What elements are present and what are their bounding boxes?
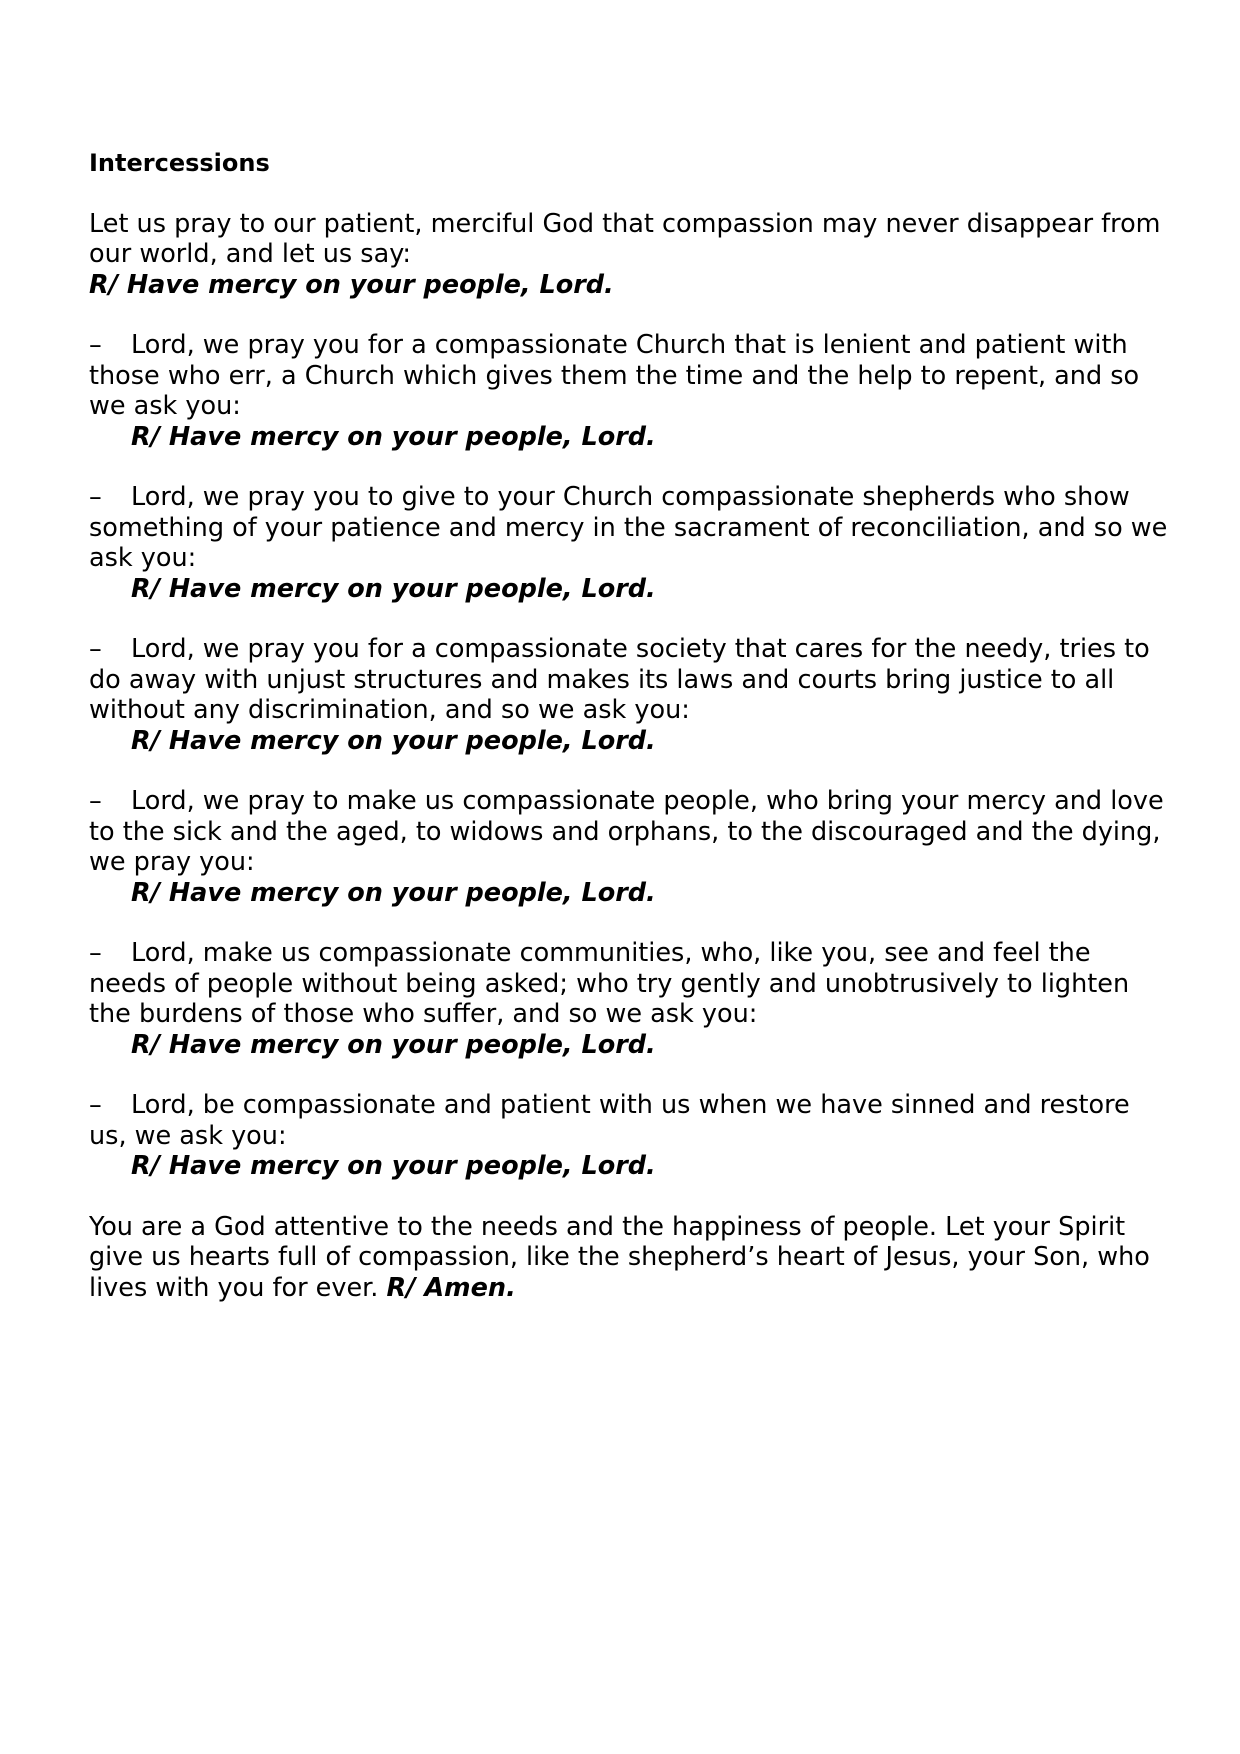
closing-text: You are a God attentive to the needs and the happiness of people. Let your Spirit give us hearts full of compassion, like the shepherd’s heart of Jesus, your Son, who lives with you for ever. [89,1211,1150,1303]
petition-text [89,330,1169,422]
petition-text [89,786,1169,878]
petition-body: Lord, make us compassionate communities, who, like you, see and feel the needs of people without being asked; who try gently and unobtrusively to lighten the burdens of those who suffer, and so we ask you: [89,938,1130,1029]
petition-response: R/ Have mercy on your people, Lord. [131,1029,656,1060]
petition-dash: – [89,482,102,512]
petition-text [89,1090,1169,1151]
petition-body: Lord, we pray you to give to your Church compassionate shepherds who show something of your patience and mercy in the sacrament of reconciliation, and so we ask you: [89,482,1168,573]
closing-response: R/ Amen. [386,1272,516,1303]
petition-response: R/ Have mercy on your people, Lord. [131,421,656,452]
petition-6 [89,1090,1169,1182]
petition-response: R/ Have mercy on your people, Lord. [131,573,656,604]
petition-response: R/ Have mercy on your people, Lord. [131,1151,656,1181]
petition-response: R/ Have mercy on your people, Lord. [131,725,656,756]
closing-paragraph [89,1212,1169,1304]
document-title: Intercessions [89,149,270,177]
petition-dash: – [89,1090,102,1120]
petition-text [89,938,1169,1030]
petition-5 [89,938,1169,1060]
petition-2 [89,482,1169,604]
intro-paragraph [89,209,1169,301]
petition-1 [89,330,1169,452]
petition-body: Lord, we pray you for a compassionate Church that is lenient and patient with those who err, a Church which gives them the time and the help to repent, and so we ask you: [89,330,1140,421]
petition-4 [89,786,1169,908]
petition-dash: – [89,330,102,360]
petition-text [89,634,1169,726]
petition-dash: – [89,786,102,816]
petition-body: Lord, we pray you for a compassionate society that cares for the needy, tries to do away with unjust structures and makes its laws and courts bring justice to all without any discrimination, and so we ask you: [89,634,1150,725]
petition-3 [89,634,1169,756]
document-page [89,148,1169,1333]
petition-body: Lord, we pray to make us compassionate people, who bring your mercy and love to the sick and the aged, to widows and orphans, to the discouraged and the dying, we pray you: [89,786,1164,877]
petition-body: Lord, be compassionate and patient with us when we have sinned and restore us, we ask you: [89,1090,1130,1151]
intro-response: R/ Have mercy on your people, Lord. [89,269,614,300]
petition-dash: – [89,634,102,664]
petition-dash: – [89,938,102,968]
intro-text: Let us pray to our patient, merciful God that compassion may never disappear from our world, and let us say: [89,208,1161,269]
petition-response: R/ Have mercy on your people, Lord. [131,877,656,908]
petition-text [89,482,1169,574]
